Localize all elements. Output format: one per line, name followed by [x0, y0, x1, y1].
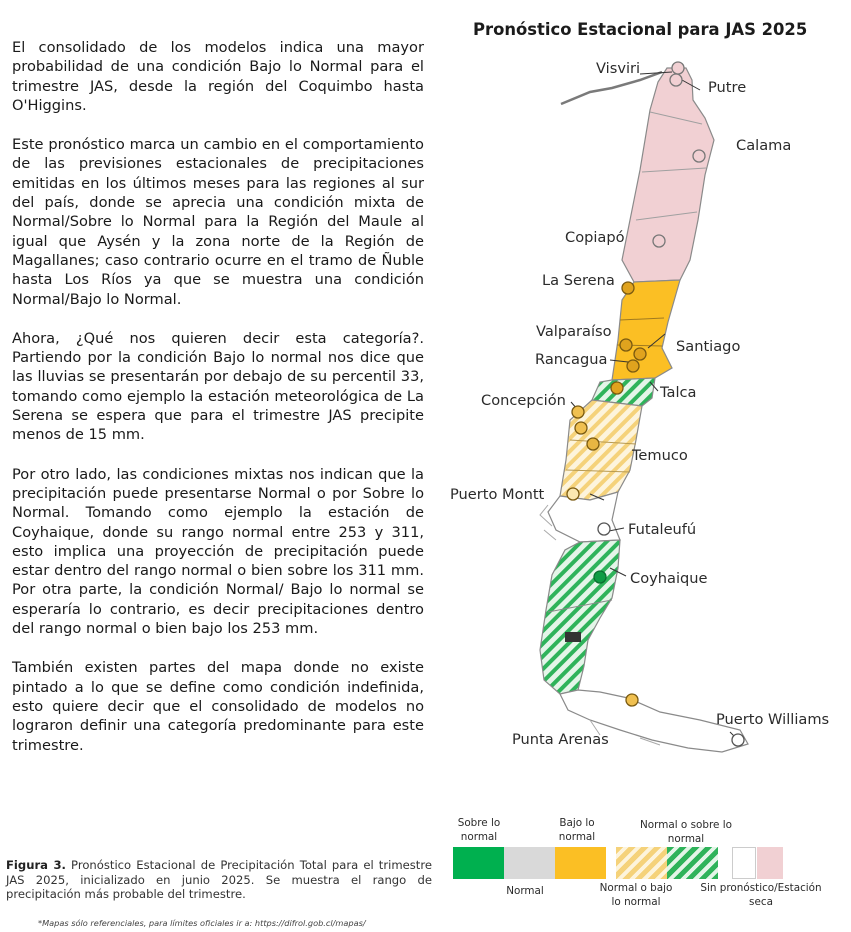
- label-puerto-montt: Puerto Montt: [450, 486, 545, 503]
- legend-swatch-normal-bajo: [616, 847, 667, 879]
- map-title: Pronóstico Estacional para JAS 2025: [473, 20, 808, 39]
- label-temuco: Temuco: [632, 447, 688, 464]
- body-text: [12, 38, 424, 755]
- legend-label-normal-sobre: Normal o sobre lo normal: [640, 819, 732, 845]
- label-santiago: Santiago: [676, 338, 741, 355]
- map-footnote: *Mapas sólo referenciales, para límites oficiales ir a: https://difrol.gob.cl/mapas/: [38, 918, 366, 928]
- paragraph-2: Este pronóstico marca un cambio en el comportamiento de las previsiones estacionales de precipitaciones emitidas en los últimos meses para las regiones al sur del país, donde se aprecia una condición mixta de Normal/Sobre lo Normal para la Región del Maule al igual que Aysén y la zona norte de la Región de Magallanes; caso contrario ocurre en el tramo de Ñuble hasta Los Ríos ya que se muestra una condición Normal/Bajo lo Normal.: [12, 136, 424, 308]
- legend-label-sin-pronostico: Sin pronóstico/Estación seca: [700, 882, 822, 908]
- caption-text: Pronóstico Estacional de Precipitación Total para el trimestre JAS 2025, inicializado en junio 2025. Se muestra el rango de precipitación más probable del trimestre.: [6, 858, 432, 902]
- legend-label-bajo-normal: Bajo lo normal: [558, 817, 596, 843]
- region-loslagos-undefined: [548, 492, 620, 542]
- label-la-serena: La Serena: [542, 272, 615, 289]
- legend-swatch-bajo-normal: [555, 847, 606, 879]
- label-copiapo: Copiapó: [565, 229, 625, 246]
- paragraph-4: Por otro lado, las condiciones mixtas nos indican que la precipitación puede presentarse Normal o por Sobre lo Normal. Tomando como ejemplo la estación de Coyhaique, donde su rango normal entre 253 y 311, esto implica una proyección de precipitación puede estar dentro del rango normal o bien sobre los 311 mm. Por otra parte, la condición Normal/ Bajo lo normal se esperaría lo contrario, es decir precipitaciones dentro del rango normal o bien bajo los 253 mm.: [12, 465, 424, 638]
- legend-swatch-normal: [504, 847, 555, 879]
- label-putre: Putre: [708, 79, 747, 96]
- legend-swatch-undefined: [732, 847, 756, 879]
- region-aysen-normal-sobre: [540, 540, 620, 694]
- label-rancagua: Rancagua: [535, 351, 608, 368]
- label-puerto-williams: Puerto Williams: [716, 711, 830, 728]
- region-bajo-normal: [612, 280, 680, 380]
- label-futaleufu: Futaleufú: [628, 521, 697, 538]
- legend-label-normal: Normal: [506, 885, 544, 897]
- region-north-dry: [622, 68, 714, 282]
- label-calama: Calama: [736, 137, 792, 154]
- legend-label-normal-bajo: Normal o bajo lo normal: [599, 882, 673, 908]
- map-legend: [440, 812, 840, 922]
- paragraph-3: Ahora, ¿Qué nos quieren decir esta categoría?. Partiendo por la condición Bajo lo normal nos dice que las lluvias se presentarán por debajo de su percentil 33, tomando como ejemplo la estación meteorológica de La Serena se espera que para el trimestre JAS precipite menos de 15 mm.: [12, 329, 424, 444]
- figure-caption: [6, 858, 432, 902]
- label-coyhaique: Coyhaique: [630, 570, 708, 587]
- paragraph-1: El consolidado de los modelos indica una mayor probabilidad de una condición Bajo lo Normal para el trimestre JAS, desde la región del Coquimbo hasta O'Higgins.: [12, 39, 424, 114]
- legend-label-sobre-normal: Sobre lo normal: [457, 817, 501, 843]
- legend-swatch-normal-sobre: [667, 847, 718, 879]
- caption-label: Figura 3.: [6, 858, 66, 872]
- label-visviri: Visviri: [596, 60, 641, 77]
- paragraph-5: También existen partes del mapa donde no existe pintado a lo que se define como condición indefinida, esto quiere decir que el consolidado de modelos no lograron definir una categoría predominante para este trimestre.: [12, 659, 424, 754]
- legend-swatch-sobre-normal: [453, 847, 504, 879]
- label-punta-arenas: Punta Arenas: [512, 731, 609, 748]
- legend-swatch-estacion-seca: [757, 847, 783, 879]
- label-talca: Talca: [660, 384, 697, 401]
- campo-hielo-marker: [565, 632, 581, 642]
- label-valparaiso: Valparaíso: [536, 323, 612, 340]
- label-concepcion: Concepción: [481, 392, 566, 409]
- chile-forecast-map: [440, 40, 840, 760]
